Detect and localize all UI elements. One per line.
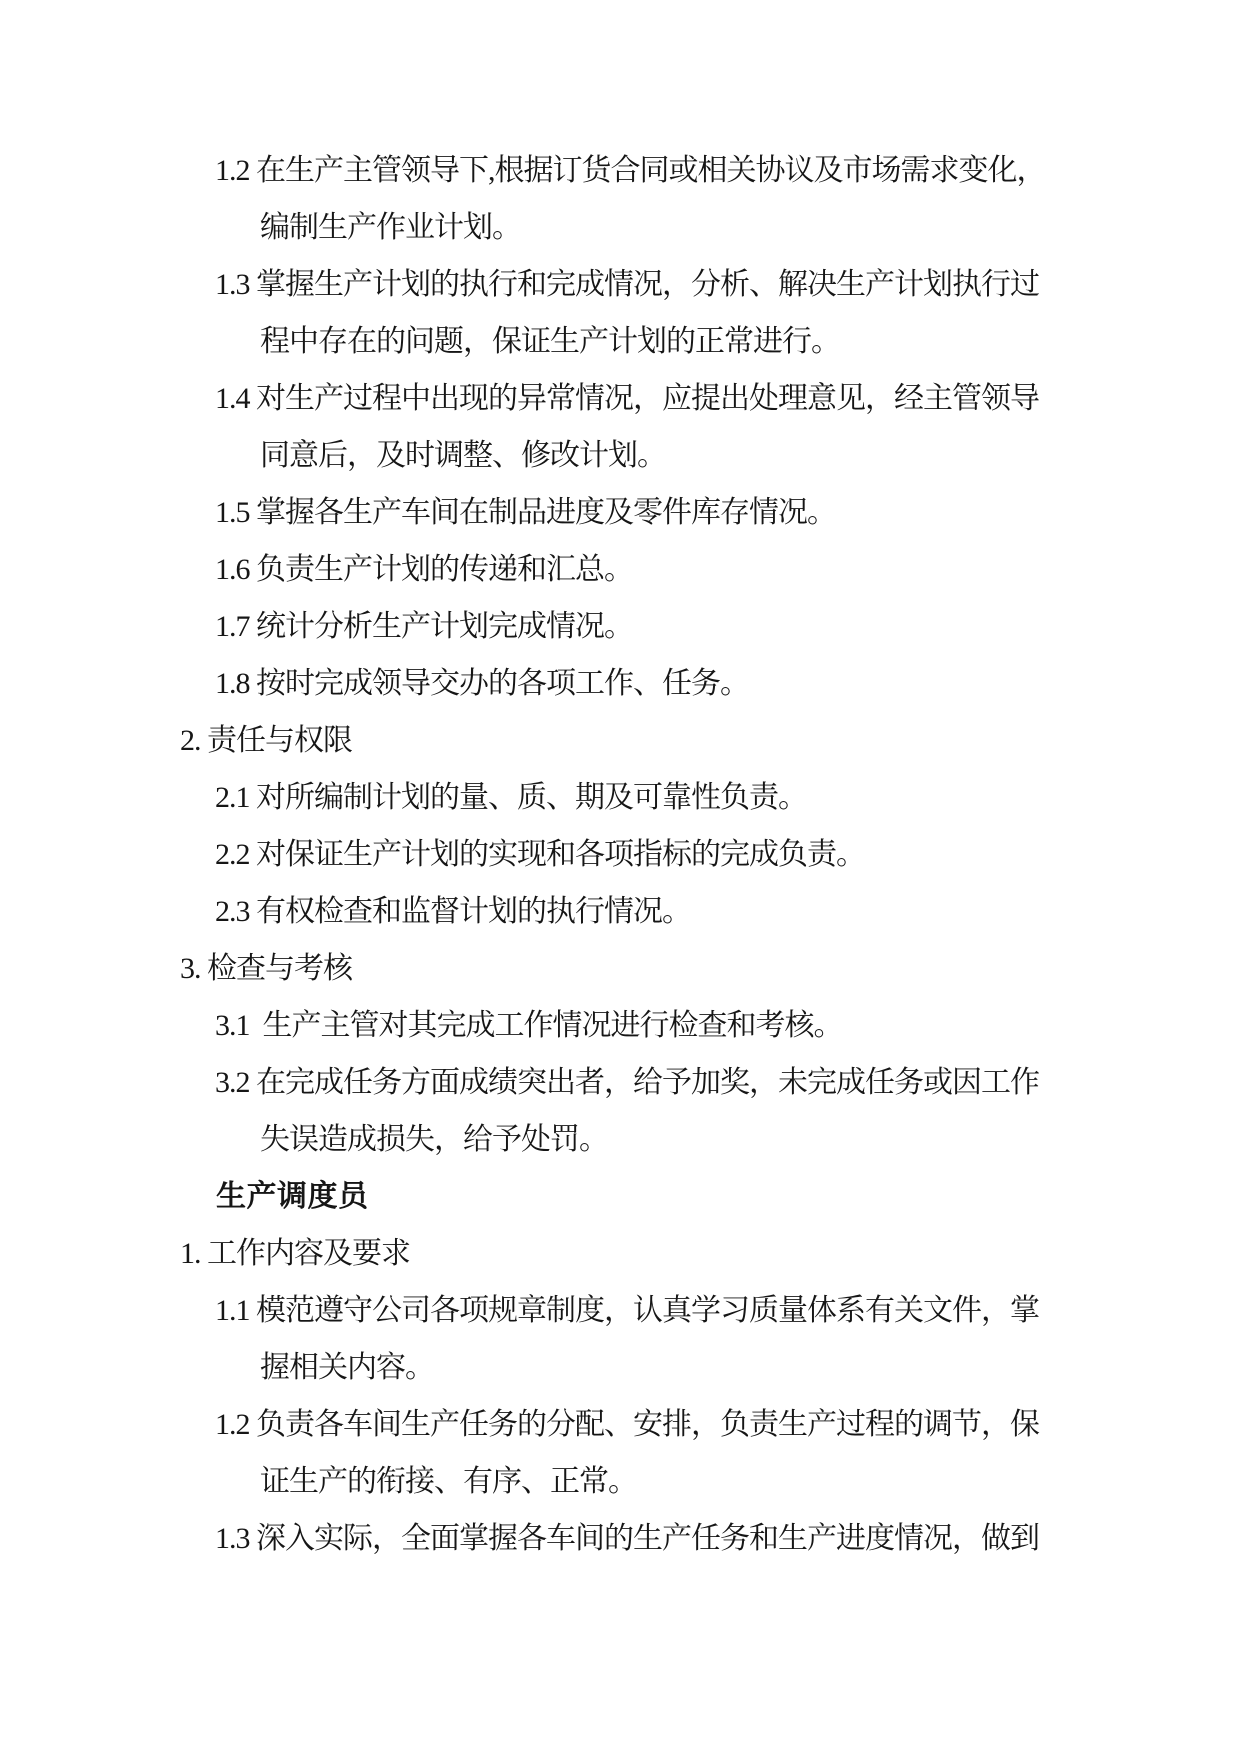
text-line: 2. 责任与权限 [180, 724, 352, 757]
text-line: 1.8 按时完成领导交办的各项工作、任务。 [215, 667, 749, 700]
text-line: 1.2 负责各车间生产任务的分配、安排，负责生产过程的调节，保 [215, 1408, 1039, 1441]
text-line: 1.7 统计分析生产计划完成情况。 [215, 610, 633, 643]
text-line: 1.3 深入实际，全面掌握各车间的生产任务和生产进度情况，做到 [215, 1522, 1039, 1555]
text-line: 1.5 掌握各生产车间在制品进度及零件库存情况。 [215, 496, 836, 529]
text-line: 1. 工作内容及要求 [180, 1237, 410, 1270]
text-line: 1.3 掌握生产计划的执行和完成情况，分析、解决生产计划执行过 [215, 268, 1039, 301]
text-line: 证生产的衔接、有序、正常。 [260, 1465, 637, 1498]
section-heading: 生产调度员 [216, 1180, 369, 1213]
document-text-block [0, 142, 1241, 1567]
text-line: 2.1 对所编制计划的量、质、期及可靠性负责。 [215, 781, 807, 814]
text-line: 2.2 对保证生产计划的实现和各项指标的完成负责。 [215, 838, 865, 871]
text-line: 1.6 负责生产计划的传递和汇总。 [215, 553, 633, 586]
text-line: 3. 检查与考核 [180, 952, 352, 985]
text-line: 1.4 对生产过程中出现的异常情况，应提出处理意见，经主管领导 [215, 382, 1039, 415]
text-line: 3.1 生产主管对其完成工作情况进行检查和考核。 [215, 1009, 843, 1042]
text-line: 程中存在的问题，保证生产计划的正常进行。 [260, 325, 840, 358]
text-line: 失误造成损失，给予处罚。 [260, 1123, 608, 1156]
text-line: 同意后，及时调整、修改计划。 [260, 439, 666, 472]
text-line: 1.2 在生产主管领导下,根据订货合同或相关协议及市场需求变化， [215, 154, 1046, 187]
text-line: 编制生产作业计划。 [260, 211, 521, 244]
text-line: 3.2 在完成任务方面成绩突出者，给予加奖，未完成任务或因工作 [215, 1066, 1039, 1099]
text-line: 2.3 有权检查和监督计划的执行情况。 [215, 895, 691, 928]
text-line: 握相关内容。 [260, 1351, 434, 1384]
text-line: 1.1 模范遵守公司各项规章制度，认真学习质量体系有关文件，掌 [215, 1294, 1039, 1327]
